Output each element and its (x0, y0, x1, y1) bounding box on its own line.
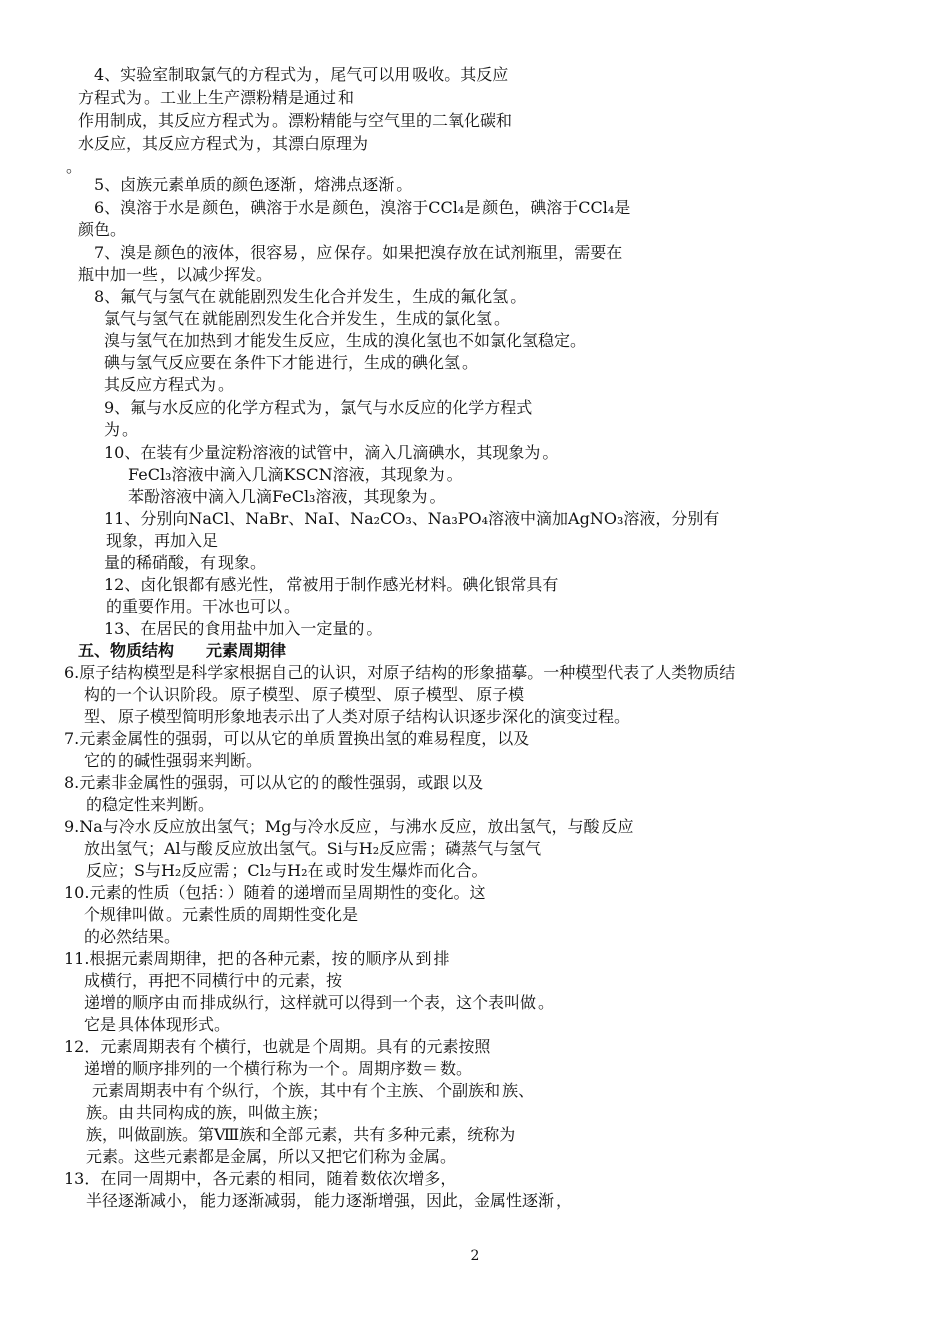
worksheet-line (64, 662, 735, 684)
line-text: 递增的顺序排列的一个横行称为一个 (84, 1059, 341, 1078)
line-text: 条件下才能 (234, 353, 315, 372)
worksheet-line (64, 816, 634, 838)
line-text: 个族，其中有 (272, 1081, 369, 1100)
line-text: 7.元素金属性的强弱，可以从它的单质 (64, 729, 336, 748)
line-text: 族，叫做副族。第Ⅷ族和全部 (86, 1125, 304, 1144)
line-text: 原子模 (476, 685, 525, 704)
line-text: 10.元素的性质（包括： (64, 883, 226, 902)
line-text: 反应，放出氢气，与酸 (439, 817, 600, 836)
line-text: 。 (429, 487, 446, 506)
worksheet-line (84, 684, 524, 706)
line-text: 瓶中加一些 (78, 265, 159, 284)
line-text: ，生成的氟化氢 (396, 287, 509, 306)
line-text: 。 (66, 157, 83, 176)
line-text: 氯气与氢气在 (104, 309, 201, 328)
line-text: 作用制成，其反应方程式为 (78, 111, 271, 130)
line-text: 能力逐渐增强，因此，金属性逐渐 (314, 1191, 555, 1210)
line-text: 或 (325, 861, 342, 880)
worksheet-line (64, 1036, 492, 1058)
line-text: ；Cl₂与H₂在 (231, 861, 324, 880)
worksheet-line (84, 1124, 517, 1146)
line-text: 。 (446, 465, 463, 484)
line-text: 吸收。其反应 (412, 65, 509, 84)
line-text: FeCl₃溶液中滴入几滴KSCN溶液，其现象为 (128, 465, 445, 484)
line-text: ，以减少挥发。 (160, 265, 273, 284)
worksheet-line (128, 464, 463, 486)
worksheet-line (94, 286, 526, 308)
worksheet-line (84, 1146, 456, 1168)
line-text: 的必然结果。 (84, 927, 181, 946)
worksheet-line (104, 352, 478, 374)
line-text: 原子模型、 (394, 685, 475, 704)
line-text: 。 (462, 353, 479, 372)
line-text: 反应 (601, 817, 634, 836)
line-text: 元素，共有 (305, 1125, 386, 1144)
worksheet-line (64, 772, 485, 794)
line-text: 个规律叫做 (84, 905, 165, 924)
line-text: 。 (396, 175, 413, 194)
line-text: 原子模型、 (312, 685, 393, 704)
worksheet-line (104, 596, 300, 618)
worksheet-line (64, 882, 485, 904)
worksheet-line (84, 1190, 572, 1212)
line-text: 时发生爆炸而化合。 (343, 861, 488, 880)
page-number: 2 (470, 1248, 480, 1264)
line-text: 具体体现形式。 (118, 1015, 231, 1034)
line-text: 。 (542, 443, 559, 462)
line-text: 排成纵行，这样就可以得到一个表，这个表叫做 (200, 993, 537, 1012)
line-text: 相同，随着 (278, 1169, 359, 1188)
worksheet-line (64, 948, 450, 970)
line-text: 能力逐渐减弱， (200, 1191, 313, 1210)
line-text: 数依次增多， (360, 1169, 457, 1188)
line-text: 个副族和 (436, 1081, 501, 1100)
line-text: 个主族、 (370, 1081, 435, 1100)
section-heading (78, 640, 286, 662)
line-text: 置换出氢的难易程度，以及 (337, 729, 530, 748)
line-text: 现象。 (218, 553, 267, 572)
line-text: 。 (122, 420, 139, 439)
line-text: 11、分别向NaCl、NaBr、NaI、Na₂CO₃、Na₃PO₄溶液中滴加AgNO₃溶液，分别有 (104, 509, 720, 528)
line-text: 。 (510, 287, 527, 306)
line-text: 。 (366, 619, 383, 638)
line-text: 12．元素周期表有 (64, 1037, 197, 1056)
line-text: 就能剧烈发生化合并发生 (218, 287, 395, 306)
line-text: 它是 (84, 1015, 117, 1034)
line-text: 个纵行， (206, 1081, 271, 1100)
line-text: 的顺序从 (349, 949, 414, 968)
line-text: 元素周期表中有 (92, 1081, 205, 1100)
line-text: ， (556, 1191, 573, 1210)
worksheet-line (104, 397, 532, 419)
worksheet-line (104, 508, 721, 530)
line-text: 5、卤族元素单质的颜色逐渐 (94, 175, 297, 194)
line-text: 12、卤化银都有感光性， (104, 575, 285, 594)
line-text: 保存。如果把溴存放在试剂瓶里，需要在 (334, 243, 623, 262)
worksheet-line (84, 750, 262, 772)
worksheet-line (104, 442, 558, 464)
worksheet-line (94, 197, 630, 219)
worksheet-line (94, 64, 508, 86)
worksheet-line (104, 618, 382, 640)
line-text: 7、溴是 (94, 243, 153, 262)
line-text: ；磷蒸气与氢气 (429, 839, 542, 858)
line-text: ，尾气可以用 (314, 65, 411, 84)
line-text: 就能剧烈发生化合并发生 (202, 309, 379, 328)
worksheet-line (78, 264, 272, 286)
line-text: 数。 (440, 1059, 473, 1078)
line-text: 11.根据元素周期律，把 (64, 949, 234, 968)
line-text: 水反应，其反应方程式为 (78, 134, 255, 153)
worksheet-line (94, 242, 622, 264)
line-text: 的重要作用。干冰也可以 (106, 597, 283, 616)
worksheet-line (64, 1168, 458, 1190)
line-text: 。工业上生产漂粉精是通过 (144, 88, 337, 107)
line-text: 8.元素非金属性的强弱，可以从它的 (64, 773, 320, 792)
worksheet-line (84, 838, 541, 860)
worksheet-line (84, 1014, 230, 1036)
line-text: 放出氢气；Al与酸 (84, 839, 213, 858)
worksheet-line (84, 1102, 330, 1124)
line-text: 为 (104, 420, 121, 439)
line-text: 它的 (84, 751, 117, 770)
line-text: 的元素，按 (262, 971, 343, 990)
worksheet-line (104, 330, 586, 352)
worksheet-line (84, 926, 180, 948)
line-text: 反应放出氢气。Si与H₂反应需 (214, 839, 428, 858)
worksheet-line (64, 728, 529, 750)
line-text: 多种元素，统称为 (387, 1125, 516, 1144)
line-text: 进行，生成的碘化氢 (316, 353, 461, 372)
worksheet-line (104, 530, 218, 552)
line-text: 才能发生反应，生成的溴化氢也不如氯化氢稳定。 (234, 331, 587, 350)
line-text: 的递增而呈周期性的变化。这 (277, 883, 486, 902)
line-text: 的元素按照 (410, 1037, 491, 1056)
worksheet-line (92, 1080, 536, 1102)
line-text: 颜色的液体，很容易 (154, 243, 299, 262)
worksheet-line (104, 552, 266, 574)
line-text: 原子模型简明形象地表示出了人类对原子结构认识逐步深化的演变过程。 (118, 707, 631, 726)
worksheet-line (84, 970, 344, 992)
worksheet-line (104, 574, 560, 596)
line-text: 6、溴溶于水是 (94, 198, 201, 217)
line-text: 苯酚溶液中滴入几滴FeCl₃溶液，其现象为 (128, 487, 428, 506)
line-text: 反应；S与H₂反应需 (86, 861, 230, 880)
line-text: 。 (218, 375, 235, 394)
line-text: 颜色。 (78, 220, 127, 239)
line-text: 族、 (502, 1081, 535, 1100)
line-text: 方程式为 (78, 88, 143, 107)
line-text: ）随着 (227, 883, 276, 902)
line-text: 8、氟气与氢气在 (94, 287, 217, 306)
worksheet-line (84, 1058, 472, 1080)
line-text: 五、物质结构 元素周期律 (78, 641, 287, 660)
worksheet-line (78, 219, 126, 241)
worksheet-line (78, 133, 368, 155)
line-text: 常被用于制作感光材料。碘化银常具有 (286, 575, 559, 594)
worksheet-line (84, 706, 630, 728)
line-text: 和 (338, 88, 355, 107)
line-text: 而 (182, 993, 199, 1012)
line-text: 共同构成的族，叫做主族； (136, 1103, 329, 1122)
line-text: 。 (284, 597, 301, 616)
line-text: 10、在装有少量淀粉溶液的试管中，滴入几滴碘水，其现象为 (104, 443, 541, 462)
line-text: 个周期。具有 (312, 1037, 409, 1056)
line-text: 的碱性强弱来判断。 (118, 751, 263, 770)
line-text: 半径逐渐减小， (86, 1191, 199, 1210)
line-text: 构的一个认识阶段。 (84, 685, 229, 704)
line-text: 颜色，碘溶于水是 (202, 198, 331, 217)
line-text: 排 (433, 949, 450, 968)
line-text: 。周期序数＝ (342, 1059, 439, 1078)
line-text: ，其漂白原理为 (256, 134, 369, 153)
worksheet-line (78, 110, 512, 132)
line-text: 到 (415, 949, 432, 968)
worksheet-line (78, 87, 356, 109)
worksheet-line (84, 860, 488, 882)
line-text: 13．在同一周期中，各元素的 (64, 1169, 277, 1188)
worksheet-line (84, 794, 214, 816)
line-text: 以及 (451, 773, 484, 792)
line-text: 递增的顺序由 (84, 993, 181, 1012)
line-text: 原子模型、 (230, 685, 311, 704)
line-text: 金属。 (408, 1147, 457, 1166)
line-text: 13、在居民的食用盐中加入一定量的 (104, 619, 365, 638)
line-text: 量的稀硝酸，有 (104, 553, 217, 572)
line-text: 6.原子结构模型是科学家根据自己的认识，对原子结构的形象描摹。一种模型代表了人类物质结 (64, 663, 736, 682)
line-text: 颜色，碘溶于CCl₄是 (482, 198, 631, 217)
line-text: 个横行，也就是 (198, 1037, 311, 1056)
line-text: 溴与氢气在加热到 (104, 331, 233, 350)
line-text: 现象，再加入足 (106, 531, 219, 550)
line-text: ，与沸水 (373, 817, 438, 836)
worksheet-line (64, 156, 82, 178)
line-text: 成横行，再把不同横行中 (84, 971, 261, 990)
line-text: ，应 (300, 243, 333, 262)
line-text: 。 (494, 309, 511, 328)
line-text: 颜色，溴溶于CCl₄是 (332, 198, 481, 217)
line-text: 的稳定性来判断。 (86, 795, 215, 814)
worksheet-line (84, 992, 554, 1014)
worksheet-line (94, 174, 412, 196)
worksheet-line (104, 374, 234, 396)
line-text: 4、实验室制取氯气的方程式为 (94, 65, 313, 84)
line-text: 族。由 (86, 1103, 135, 1122)
worksheet-line (104, 308, 510, 330)
line-text: ，熔沸点逐渐 (298, 175, 395, 194)
line-text: 。漂粉精能与空气里的二氧化碳和 (272, 111, 513, 130)
line-text: 型、 (84, 707, 117, 726)
line-text: ，生成的氯化氢 (380, 309, 493, 328)
line-text: 反应放出氢气；Mg与冷水反应 (152, 817, 372, 836)
worksheet-line (128, 486, 446, 508)
line-text: 元素。这些元素都是金属，所以又把它们称为 (86, 1147, 407, 1166)
line-text: 。 (538, 993, 555, 1012)
worksheet-line (84, 904, 360, 926)
line-text: ，氯气与水反应的化学方程式 (324, 398, 533, 417)
line-text: 碘与氢气反应要在 (104, 353, 233, 372)
line-text: 的各种元素，按 (235, 949, 348, 968)
line-text: 9.Na与冷水 (64, 817, 151, 836)
line-text: 9、氟与水反应的化学方程式为 (104, 398, 323, 417)
line-text: 其反应方程式为 (104, 375, 217, 394)
line-text: 。元素性质的周期性变化是 (166, 905, 359, 924)
worksheet-line (104, 419, 138, 441)
line-text: 的酸性强弱，或跟 (321, 773, 450, 792)
